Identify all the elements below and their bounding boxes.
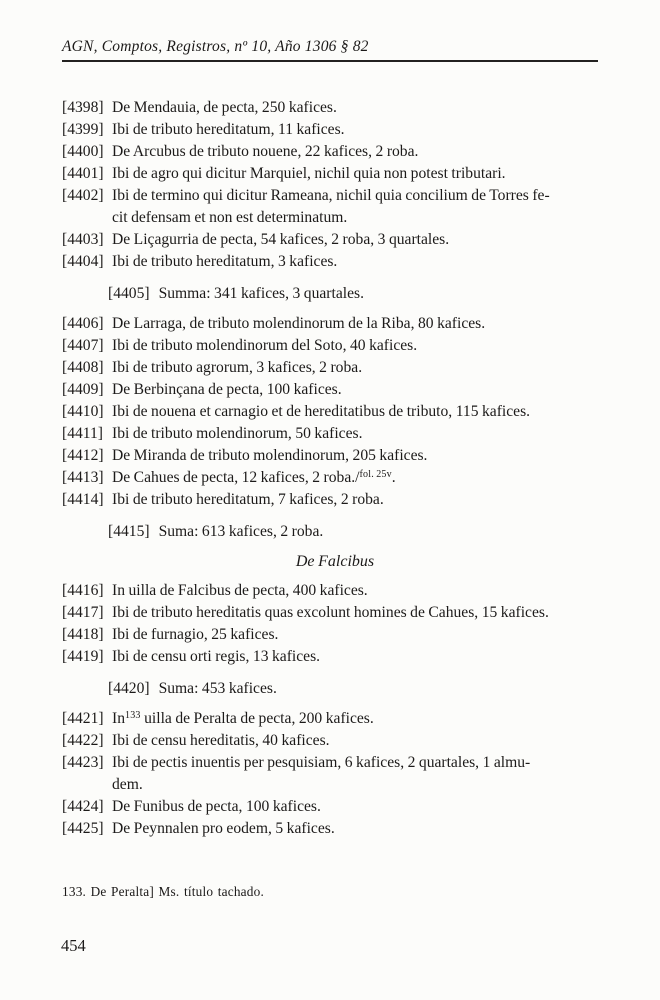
entry-line xyxy=(62,730,608,752)
entry-line xyxy=(62,602,608,624)
entry-number: [4408] xyxy=(62,359,104,376)
entry-text: Ibi de censu orti regis, 13 kafices. xyxy=(112,648,321,665)
entry-text: Ibi de termino qui dicitur Rameana, nichil quia concilium de Torres fe- cit defensam et non est determinatum. xyxy=(112,187,550,226)
entry-number: [4425] xyxy=(62,820,104,837)
entry-number: [4418] xyxy=(62,626,104,643)
entry-line xyxy=(62,445,608,467)
summa-line xyxy=(62,678,608,700)
entry-text: Ibi de agro qui dicitur Marquiel, nichil quia non potest tributari. xyxy=(112,165,506,182)
entry-text: Ibi de censu hereditatis, 40 kafices. xyxy=(112,732,330,749)
entry-line xyxy=(62,818,608,840)
entry-number: [4422] xyxy=(62,732,104,749)
entry-number: [4400] xyxy=(62,143,104,160)
entry-number: [4409] xyxy=(62,381,104,398)
entry-line xyxy=(62,141,608,163)
entry-line xyxy=(62,313,608,335)
entry-text: De Funibus de pecta, 100 kafices. xyxy=(112,798,321,815)
entry-number: [4420] xyxy=(108,680,150,697)
entry-number: [4421] xyxy=(62,710,104,727)
entry-number: [4424] xyxy=(62,798,104,815)
entry-text: Suma: 613 kafices, 2 roba. xyxy=(158,523,324,540)
entry-text: Suma: 453 kafices. xyxy=(158,680,277,697)
entry-text: De Peynnalen pro eodem, 5 kafices. xyxy=(112,820,335,837)
entry-line xyxy=(62,163,608,185)
entry-text: Ibi de pectis inuentis per pesquisiam, 6 kafices, 2 quartales, 1 almu- dem. xyxy=(112,754,531,793)
entry-text: Ibi de nouena et carnagio et de hereditatibus de tributo, 115 kafices. xyxy=(112,403,531,420)
entry-line xyxy=(62,229,608,251)
entry-number: [4406] xyxy=(62,315,104,332)
entry-line xyxy=(62,423,608,445)
entry-line xyxy=(62,185,608,229)
section-heading: De Falcibus xyxy=(295,553,375,570)
entry-text: De Larraga, de tributo molendinorum de la Riba, 80 kafices. xyxy=(112,315,486,332)
entry-text: De Arcubus de tributo nouene, 22 kafices, 2 roba. xyxy=(112,143,419,160)
entry-text: Ibi de tributo molendinorum del Soto, 40 kafices. xyxy=(112,337,418,354)
entry-number: [4412] xyxy=(62,447,104,464)
entry-number: [4423] xyxy=(62,754,104,771)
entry-number: [4417] xyxy=(62,604,104,621)
entry-line xyxy=(62,624,608,646)
entry-text: De Miranda de tributo molendinorum, 205 kafices. xyxy=(112,447,428,464)
entry-text: Ibi de tributo hereditatum, 11 kafices. xyxy=(112,121,345,138)
entry-line xyxy=(62,796,608,818)
page-number: 454 xyxy=(61,936,86,955)
entry-line xyxy=(62,401,608,423)
entry-text: Ibi de tributo molendinorum, 50 kafices. xyxy=(112,425,363,442)
entry-text: De Mendauia, de pecta, 250 kafices. xyxy=(112,99,337,116)
entry-text: Summa: 341 kafices, 3 quartales. xyxy=(158,285,364,302)
entry-number: [4410] xyxy=(62,403,104,420)
entry-text: De Berbinçana de pecta, 100 kafices. xyxy=(112,381,342,398)
entry-line xyxy=(62,708,608,730)
entry-line xyxy=(62,97,608,119)
running-head: AGN, Comptos, Registros, nº 10, Año 1306 § 82 xyxy=(62,38,369,55)
entry-text: Ibi de tributo hereditatum, 7 kafices, 2 roba. xyxy=(112,491,384,508)
entry-number: [4405] xyxy=(108,285,150,302)
entry-number: [4414] xyxy=(62,491,104,508)
entry-line xyxy=(62,379,608,401)
entry-text: Ibi de furnagio, 25 kafices. xyxy=(112,626,279,643)
entry-text: In$^{133}$ uilla de Peralta de pecta, 200 kafices. xyxy=(112,710,374,727)
entry-number: [4399] xyxy=(62,121,104,138)
entry-text: Ibi de tributo agrorum, 3 kafices, 2 roba. xyxy=(112,359,363,376)
summa-line xyxy=(62,283,608,305)
entry-number: [4402] xyxy=(62,187,104,204)
entry-number: [4413] xyxy=(62,469,104,486)
entry-line xyxy=(62,752,608,796)
entry-text: Ibi de tributo hereditatis quas excolunt homines de Cahues, 15 kafices. xyxy=(112,604,549,621)
footnote-ref: 133 xyxy=(125,710,141,721)
footnote: 133. De Peralta] Ms. título tachado. xyxy=(62,884,265,899)
header-rule xyxy=(62,60,598,62)
entry-line xyxy=(62,119,608,141)
entry-number: [4415] xyxy=(108,523,150,540)
entry-number: [4398] xyxy=(62,99,104,116)
folio-marker: fol. 25v xyxy=(359,469,392,480)
entry-number: [4416] xyxy=(62,582,104,599)
entry-line xyxy=(62,646,608,668)
entry-line xyxy=(62,251,608,273)
entry-number: [4403] xyxy=(62,231,104,248)
entry-text: De Cahues de pecta, 12 kafices, 2 roba./$^{fol. 25v}$. xyxy=(112,469,396,486)
entries-list xyxy=(62,97,608,840)
entry-line xyxy=(62,357,608,379)
entry-line xyxy=(62,335,608,357)
entry-number: [4411] xyxy=(62,425,103,442)
entry-text: Ibi de tributo hereditatum, 3 kafices. xyxy=(112,253,338,270)
summa-line xyxy=(62,521,608,543)
entry-number: [4419] xyxy=(62,648,104,665)
entry-line xyxy=(62,467,608,489)
entry-line xyxy=(62,580,608,602)
entry-number: [4404] xyxy=(62,253,104,270)
entry-number: [4407] xyxy=(62,337,104,354)
entry-text: De Liçagurria de pecta, 54 kafices, 2 roba, 3 quartales. xyxy=(112,231,450,248)
entry-text: In uilla de Falcibus de pecta, 400 kafices. xyxy=(112,582,368,599)
entry-number: [4401] xyxy=(62,165,104,182)
entry-line xyxy=(62,489,608,511)
